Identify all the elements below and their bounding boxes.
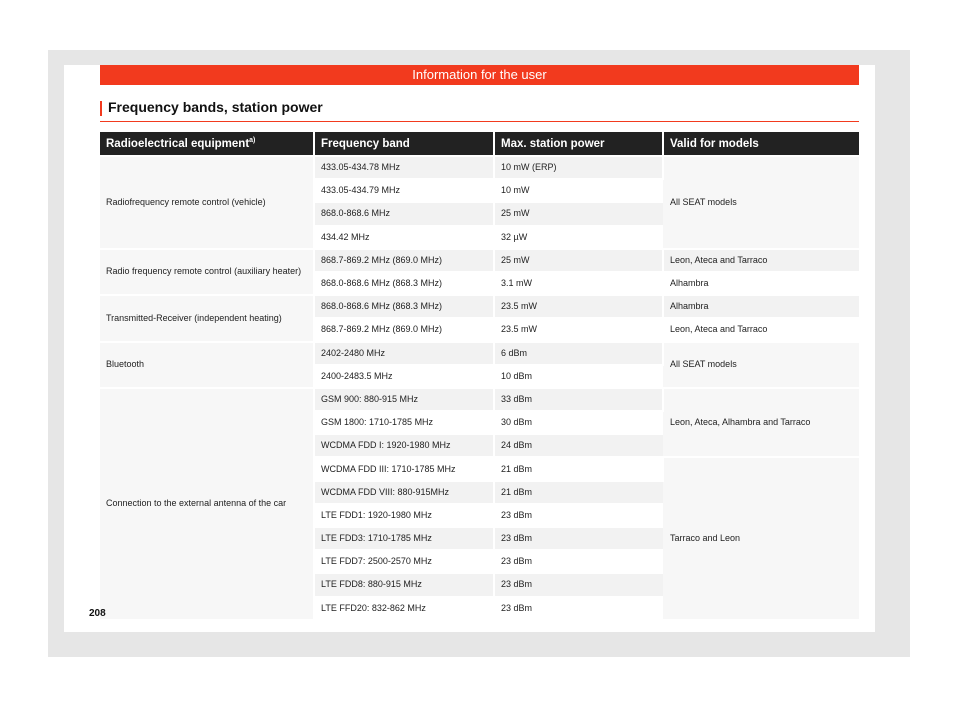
power-cell: 21 dBm [494,457,663,480]
power-cell: 3.1 mW [494,272,663,295]
band-cell: GSM 900: 880-915 MHz [314,388,494,411]
power-cell: 10 mW (ERP) [494,156,663,179]
models-cell: Tarraco and Leon [663,457,859,618]
power-cell: 23.5 mW [494,318,663,341]
band-cell: GSM 1800: 1710-1785 MHz [314,411,494,434]
band-cell: LTE FDD8: 880-915 MHz [314,573,494,596]
power-cell: 25 mW [494,249,663,272]
models-cell: Alhambra [663,295,859,318]
band-cell: 868.7-869.2 MHz (869.0 MHz) [314,318,494,341]
band-cell: LTE FDD7: 2500-2570 MHz [314,550,494,573]
power-cell: 23 dBm [494,504,663,527]
band-cell: 868.0-868.6 MHz [314,202,494,225]
power-cell: 30 dBm [494,411,663,434]
section-title: Frequency bands, station power [108,99,323,115]
power-cell: 33 dBm [494,388,663,411]
table-row [100,156,859,179]
equipment-cell: Transmitted-Receiver (independent heating) [100,295,314,341]
column-header-equipment: Radioelectrical equipment$^{a)}$ [100,132,314,156]
table-row [100,388,859,411]
band-cell: 433.05-434.78 MHz [314,156,494,179]
document-page [64,65,875,632]
models-cell: All SEAT models [663,342,859,388]
band-cell: LTE FDD3: 1710-1785 MHz [314,527,494,550]
band-cell: 868.0-868.6 MHz (868.3 MHz) [314,272,494,295]
band-cell: 434.42 MHz [314,226,494,249]
band-cell: 868.0-868.6 MHz (868.3 MHz) [314,295,494,318]
equipment-cell: Connection to the external antenna of the car [100,388,314,619]
models-cell: Leon, Ateca and Tarraco [663,249,859,272]
power-cell: 21 dBm [494,481,663,504]
column-header-power: Max. station power [494,132,663,156]
table-header-row [100,132,859,156]
power-cell: 23 dBm [494,550,663,573]
equipment-cell: Radiofrequency remote control (vehicle) [100,156,314,249]
band-cell: LTE FDD1: 1920-1980 MHz [314,504,494,527]
power-cell: 10 dBm [494,365,663,388]
power-cell: 23 dBm [494,573,663,596]
power-cell: 23 dBm [494,527,663,550]
band-cell: WCDMA FDD III: 1710-1785 MHz [314,457,494,480]
band-cell: WCDMA FDD I: 1920-1980 MHz [314,434,494,457]
title-accent-bar [100,101,102,116]
column-header-models: Valid for models [663,132,859,156]
page-number: 208 [89,608,106,619]
column-header-band: Frequency band [314,132,494,156]
table-row [100,295,859,318]
band-cell: 2402-2480 MHz [314,342,494,365]
power-cell: 32 µW [494,226,663,249]
models-cell: Alhambra [663,272,859,295]
section-heading [100,97,859,122]
power-cell: 6 dBm [494,342,663,365]
power-cell: 25 mW [494,202,663,225]
chapter-header [100,65,859,85]
models-cell: Leon, Ateca and Tarraco [663,318,859,341]
equipment-cell: Radio frequency remote control (auxiliary heater) [100,249,314,295]
equipment-cell: Bluetooth [100,342,314,388]
table-row [100,249,859,272]
power-cell: 24 dBm [494,434,663,457]
table-row [100,342,859,365]
power-cell: 23.5 mW [494,295,663,318]
band-cell: 2400-2483.5 MHz [314,365,494,388]
band-cell: 433.05-434.79 MHz [314,179,494,202]
power-cell: 10 mW [494,179,663,202]
chapter-title: Information for the user [412,67,547,82]
band-cell: 868.7-869.2 MHz (869.0 MHz) [314,249,494,272]
power-cell: 23 dBm [494,597,663,619]
models-cell: Leon, Ateca, Alhambra and Tarraco [663,388,859,458]
band-cell: LTE FFD20: 832-862 MHz [314,597,494,619]
band-cell: WCDMA FDD VIII: 880-915MHz [314,481,494,504]
models-cell: All SEAT models [663,156,859,249]
frequency-table [100,132,859,619]
